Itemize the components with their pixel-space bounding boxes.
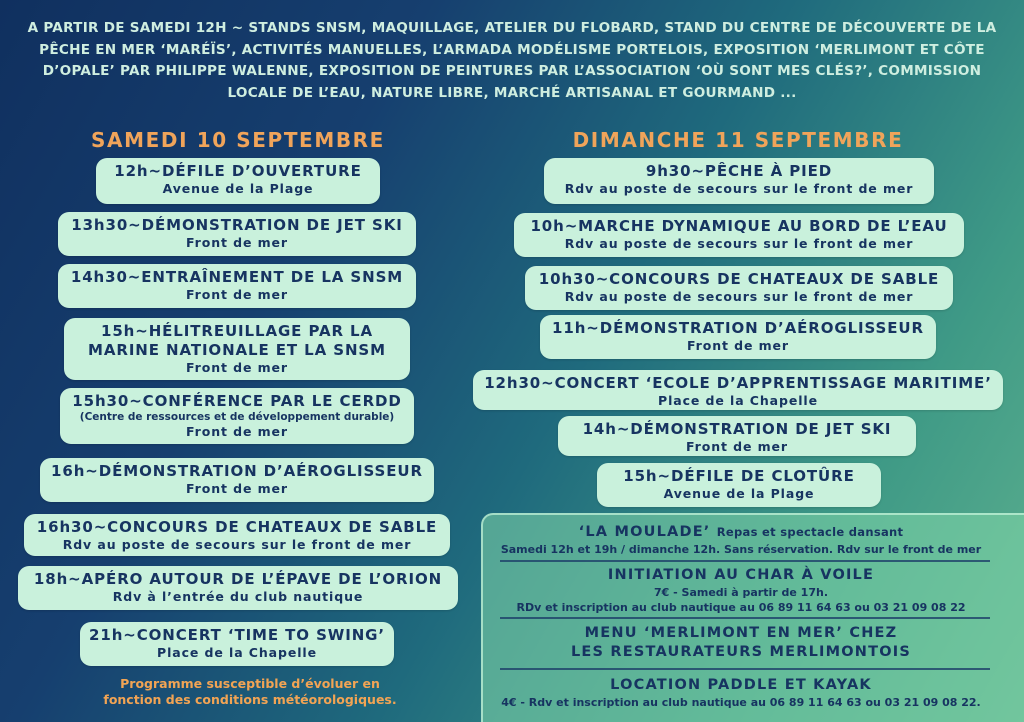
event-title: 14h30~ENTRAÎNEMENT DE LA SNSM [70, 268, 404, 286]
event-place: Front de mer [186, 235, 288, 250]
separator-line [500, 668, 990, 670]
menu-block [481, 624, 1001, 662]
sat-event-5 [60, 388, 414, 444]
saturday-title: SAMEDI 10 SEPTEMBRE [91, 128, 385, 152]
event-place: Front de mer [686, 439, 788, 454]
moulade-title: ‘LA MOULADE’ [578, 524, 711, 540]
event-place: Avenue de la Plage [162, 181, 314, 196]
paddle-title: LOCATION PADDLE ET KAYAK [610, 677, 872, 693]
event-title: 16h30~CONCOURS DE CHATEAUX DE SABLE [36, 518, 438, 536]
event-place: Rdv au poste de secours sur le front de mer [62, 537, 412, 552]
sun-event-5 [473, 370, 1003, 410]
char-voile-line-2: RDv et inscription au club nautique au 06 89 11 64 63 ou 03 21 09 08 22 [516, 601, 966, 614]
event-note: (Centre de ressources et de développement durable) [79, 411, 395, 423]
event-title-line2: MARINE NATIONALE ET LA SNSM [88, 341, 386, 359]
paddle-details: 4€ - Rdv et inscription au club nautique au 06 89 11 64 63 ou 03 21 09 08 22. [501, 696, 981, 709]
event-place: Front de mer [186, 360, 288, 375]
sat-event-1 [96, 158, 380, 204]
moulade-subtitle: Repas et spectacle dansant [716, 525, 904, 539]
event-title: 16h~DÉMONSTRATION D’AÉROGLISSEUR [51, 462, 423, 480]
event-title: 14h~DÉMONSTRATION DE JET SKI [582, 420, 892, 438]
event-title: 11h~DÉMONSTRATION D’AÉROGLISSEUR [552, 319, 924, 337]
event-title: 10h~MARCHE DYNAMIQUE AU BORD DE L’EAU [530, 217, 948, 235]
event-title: 13h30~DÉMONSTRATION DE JET SKI [71, 216, 403, 234]
event-place: Rdv au poste de secours sur le front de mer [564, 236, 914, 251]
event-place: Rdv au poste de secours sur le front de mer [564, 181, 914, 196]
weather-disclaimer [60, 676, 440, 708]
moulade-heading [481, 523, 1001, 542]
event-place: Place de la Chapelle [658, 393, 818, 408]
event-place: Front de mer [687, 338, 789, 353]
sun-event-7 [597, 463, 881, 507]
menu-line-2: LES RESTAURATEURS MERLIMONTOIS [570, 644, 912, 660]
sat-event-4 [64, 318, 410, 380]
event-title: 21h~CONCERT ‘TIME TO SWING’ [89, 626, 385, 644]
event-place: Place de la Chapelle [157, 645, 317, 660]
char-voile-line-1: 7€ - Samedi à partir de 17h. [653, 586, 828, 599]
event-title: 18h~APÉRO AUTOUR DE L’ÉPAVE DE L’ORION [33, 570, 443, 588]
moulade-details: Samedi 12h et 19h / dimanche 12h. Sans réservation. Rdv sur le front de mer [500, 543, 982, 556]
sun-event-6 [558, 416, 916, 456]
disclaimer-line-1: Programme susceptible d’évoluer en [120, 676, 380, 691]
intro-text: A PARTIR DE SAMEDI 12H ~ STANDS SNSM, MAQUILLAGE, ATELIER DU FLOBARD, STAND DU CENTRE DE DÉCOUVERTE DE LA PÊCHE EN MER ‘MARÉÏS’, ACTIVITÉS MANUELLES, L’ARMADA MODÉLISME PORTELOIS, EXPOSITION ‘MERLIMONT ET CÔTE D’OPALE’ PAR PHILIPPE WALENNE, EXPOSITION DE PEINTURES PAR L’ASSOCIATION ‘OÙ SONT MES CLÉS?’, COMMISSION LOCALE DE L’EAU, NATURE LIBRE, MARCHÉ ARTISANAL ET GOURMAND ... [27, 20, 997, 101]
sat-event-6 [40, 458, 434, 502]
event-place: Front de mer [186, 287, 288, 302]
event-place: Rdv au poste de secours sur le front de mer [564, 289, 914, 304]
event-title: 15h30~CONFÉRENCE PAR LE CERDD [72, 392, 402, 410]
sat-event-2 [58, 212, 416, 256]
paddle-block [481, 676, 1001, 710]
separator-line [500, 560, 990, 562]
sat-event-3 [58, 264, 416, 308]
sat-event-9 [80, 622, 394, 666]
sun-event-1 [544, 158, 934, 204]
event-title: 9h30~PÊCHE À PIED [645, 162, 833, 180]
sunday-title: DIMANCHE 11 SEPTEMBRE [572, 128, 904, 152]
event-title-line1: 15h~HÉLITREUILLAGE PAR LA [100, 322, 374, 340]
disclaimer-line-2: fonction des conditions météorologiques. [103, 692, 397, 707]
separator-line [500, 617, 990, 619]
event-place: Front de mer [186, 481, 288, 496]
sun-event-3 [525, 266, 953, 310]
event-title: 10h30~CONCOURS DE CHATEAUX DE SABLE [538, 270, 940, 288]
event-place: Rdv à l’entrée du club nautique [112, 589, 364, 604]
event-title: 12h30~CONCERT ‘ECOLE D’APPRENTISSAGE MARITIME’ [484, 374, 992, 392]
sat-event-7 [24, 514, 450, 556]
event-place: Avenue de la Plage [663, 486, 815, 501]
menu-line-1: MENU ‘MERLIMONT EN MER’ CHEZ [584, 625, 898, 641]
moulade-block [481, 523, 1001, 557]
sun-event-4 [540, 315, 936, 359]
event-place: Front de mer [186, 424, 288, 439]
sat-event-8 [18, 566, 458, 610]
sun-event-2 [514, 213, 964, 257]
char-voile-block [481, 566, 1001, 615]
event-title: 15h~DÉFILE DE CLOTÛRE [623, 467, 855, 485]
char-voile-title: INITIATION AU CHAR À VOILE [607, 567, 875, 583]
event-title: 12h~DÉFILE D’OUVERTURE [114, 162, 362, 180]
